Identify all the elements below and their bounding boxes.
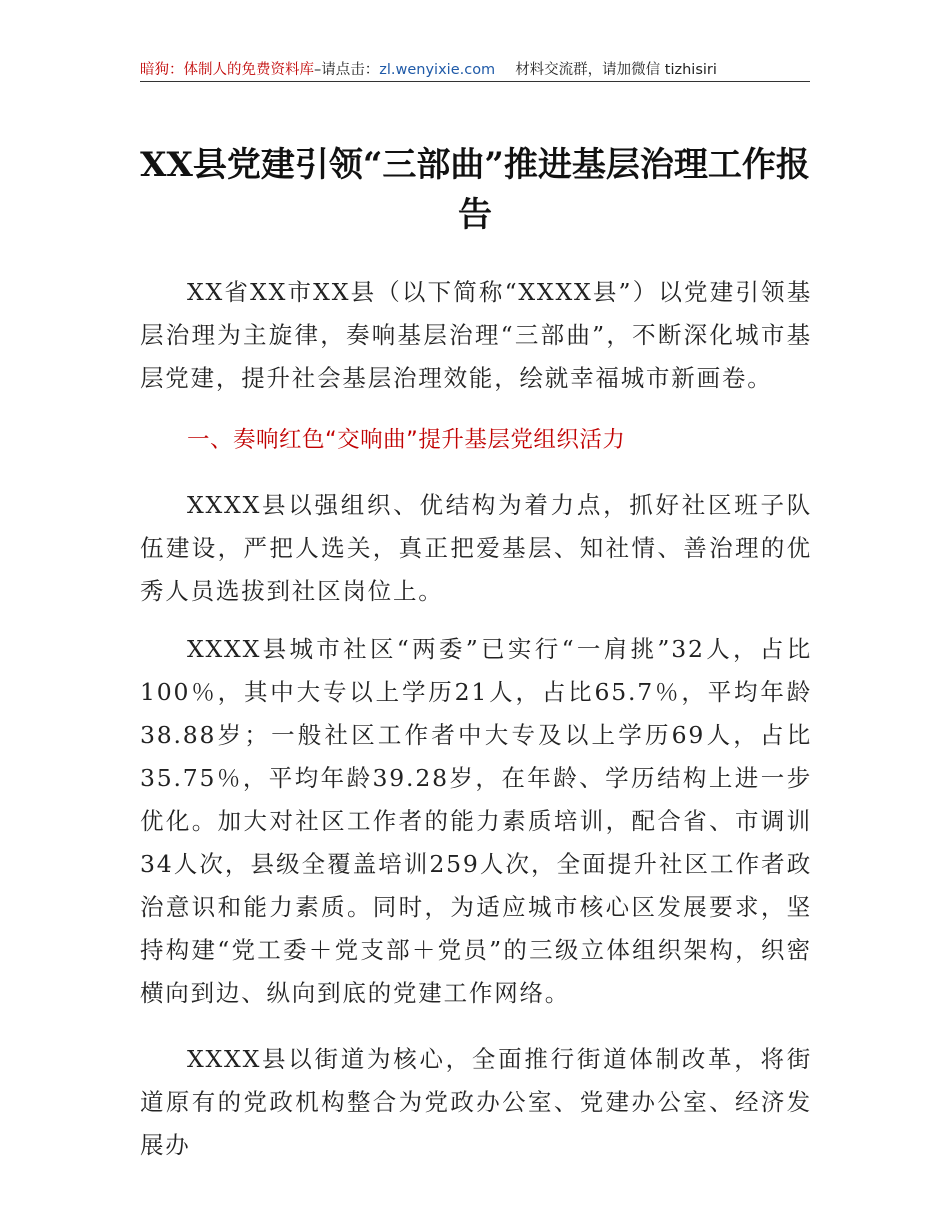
page-header (140, 58, 810, 80)
header-brand: 暗狗：体制人的免费资料库 (140, 62, 314, 78)
section-1-paragraph-3: XXXX县以街道为核心，全面推行街道体制改革，将街道原有的党政机构整合为党政办公室、党建办公室、经济发展办 (140, 1045, 812, 1159)
section-1-heading: 一、奏响红色“交响曲”提升基层党组织活力 (187, 427, 626, 453)
header-click-prompt: –请点击： (314, 62, 380, 78)
header-divider (140, 81, 810, 82)
header-group-note: 材料交流群，请加微信 tizhisiri (515, 62, 717, 78)
document-title: XX县党建引领“三部曲”推进基层治理工作报告 (140, 145, 810, 235)
section-1-paragraph-2: XXXX县城市社区“两委”已实行“一肩挑”32人，占比100％，其中大专以上学历21人，占比65.7％，平均年龄38.88岁；一般社区工作者中大专及以上学历69人，占比35.75％，平均年龄39.28岁，在年龄、学历结构上进一步优化。加大对社区工作者的能力素质培训，配合省、市调训34人次，县级全覆盖培训259人次，全面提升社区工作者政治意识和能力素质。同时，为适应城市核心区发展要求，坚持构建“党工委＋党支部＋党员”的三级立体组织架构，织密横向到边、纵向到底的党建工作网络。 (140, 635, 812, 1007)
intro-paragraph: XX省XX市XX县（以下简称“XXXX县”）以党建引领基层治理为主旋律，奏响基层治理“三部曲”，不断深化城市基层党建，提升社会基层治理效能，绘就幸福城市新画卷。 (140, 278, 812, 392)
header-url-link[interactable]: zl.wenyixie.com (379, 62, 496, 78)
section-1-paragraph-1: XXXX县以强组织、优结构为着力点，抓好社区班子队伍建设，严把人选关，真正把爱基层、知社情、善治理的优秀人员选拔到社区岗位上。 (140, 491, 812, 605)
